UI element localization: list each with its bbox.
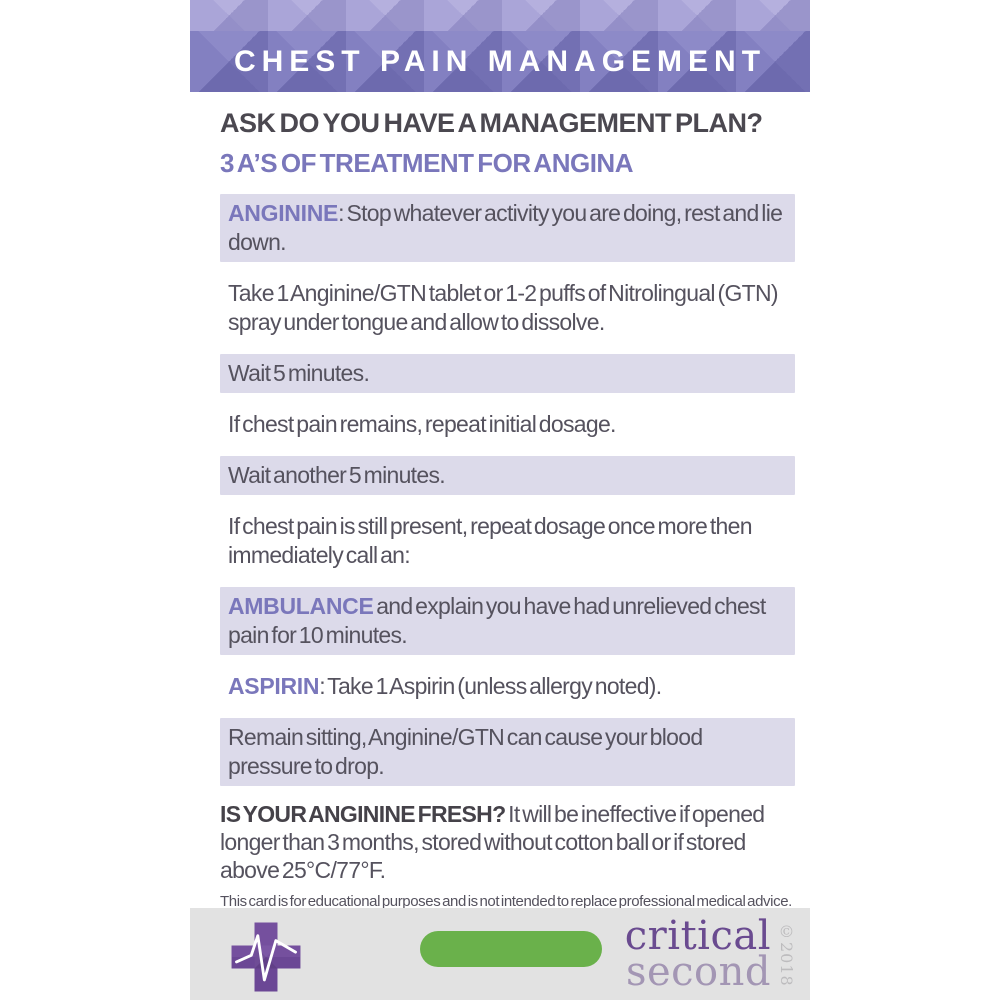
step-wait-5 <box>220 354 795 393</box>
step-text: If chest pain remains, repeat initial dosage. <box>228 411 616 437</box>
copyright-label: ©2018 <box>777 921 796 987</box>
step-text: Take 1 Anginine/GTN tablet or 1-2 puffs of Nitrolingual (GTN) spray under tongue and allow to dissolve. <box>228 280 778 335</box>
brand-word-critical: critical <box>624 913 771 959</box>
card-body <box>190 92 810 908</box>
step-repeat-dosage <box>220 405 795 444</box>
footer-bar <box>190 908 810 1000</box>
freshness-lead: IS YOUR ANGININE FRESH? <box>220 801 506 827</box>
step-text: Wait 5 minutes. <box>228 360 370 386</box>
medical-info-card <box>190 0 810 1000</box>
disclaimer-text: This card is for educational purposes and is not intended to replace professional medical advice. <box>220 893 792 908</box>
footer-left <box>225 910 420 998</box>
header-banner <box>190 0 810 92</box>
step-ambulance <box>220 587 795 655</box>
step-take-tablet <box>220 274 795 342</box>
step-text: If chest pain is still present, repeat dosage once more then immediately call an: <box>228 513 752 568</box>
header-triangle-pattern-dark <box>190 31 810 92</box>
step-text: and explain you have had unrelieved chest pain for 10 minutes. <box>228 593 766 648</box>
step-still-present <box>220 507 795 575</box>
medical-cross-ecg-icon <box>225 916 307 998</box>
treatment-subtitle: 3 A’S OF TREATMENT FOR ANGINA <box>220 148 633 178</box>
brand-logotype <box>624 913 771 995</box>
header-triangle-pattern-light <box>190 0 810 31</box>
management-plan-question: ASK DO YOU HAVE A MANAGEMENT PLAN? <box>220 108 763 138</box>
step-keyword: ANGININE <box>228 200 339 226</box>
card-title: CHEST PAIN MANAGEMENT <box>233 44 767 78</box>
freshness-text: It will be ineffective if opened longer than 3 months, stored without cotton ball or if stored above 25°C/77°F. <box>220 801 765 883</box>
step-text: Remain sitting, Anginine/GTN can cause your blood pressure to drop. <box>228 724 703 779</box>
step-keyword: AMBULANCE <box>228 593 374 619</box>
step-wait-another-5 <box>220 456 795 495</box>
step-remain-sitting <box>220 718 795 786</box>
step-text: : Take 1 Aspirin (unless allergy noted). <box>319 673 662 699</box>
step-text: Wait another 5 minutes. <box>228 462 445 488</box>
step-text: : Stop whatever activity you are doing, rest and lie down. <box>228 200 783 255</box>
footer-right <box>602 913 797 995</box>
step-anginine <box>220 194 795 262</box>
brand-word-second: second <box>625 949 771 995</box>
green-pill-shape <box>420 931 602 967</box>
step-keyword: ASPIRIN <box>228 673 320 699</box>
freshness-note <box>220 800 795 884</box>
step-aspirin <box>220 667 795 706</box>
